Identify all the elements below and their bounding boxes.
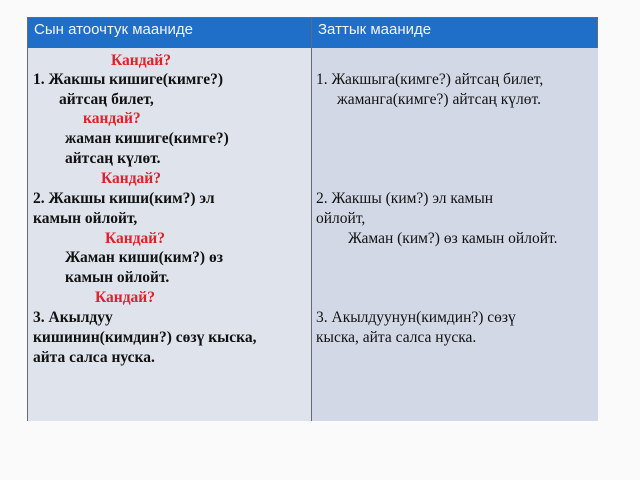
left-text-line: камын ойлойт. — [65, 269, 170, 286]
right-column-cell — [312, 48, 598, 421]
left-text-line: 3. Акылдуу — [33, 309, 113, 326]
right-text-line: 1. Жакшыга(кимге?) айтсаң билет, — [316, 71, 544, 88]
left-text-line: айтсаң билет, — [59, 91, 154, 108]
left-text-line: камын ойлойт, — [33, 210, 138, 227]
right-text-line: кыска, айта салса нуска. — [316, 329, 477, 346]
left-text-line: айтсаң күлөт. — [65, 150, 161, 167]
question-label: Кандай? — [101, 170, 161, 187]
question-label: Кандай? — [95, 289, 155, 306]
right-text-line: ойлойт, — [316, 210, 366, 227]
header-nominal-meaning: Заттык мааниде — [318, 21, 432, 38]
comparison-table — [27, 17, 598, 421]
question-label: Кандай? — [105, 230, 165, 247]
right-text-line: жаманга(кимге?) айтсаң күлөт. — [337, 91, 541, 108]
left-text-line: айта салса нуска. — [33, 349, 155, 366]
left-text-line: 2. Жакшы киши(ким?) эл — [33, 190, 215, 207]
left-text-line: Жаман киши(ким?) өз — [65, 249, 223, 266]
column-divider — [311, 18, 312, 420]
left-text-line: 1. Жакшы кишиге(кимге?) — [33, 71, 223, 88]
left-column-cell — [28, 48, 311, 421]
question-label: Кандай? — [111, 52, 171, 69]
left-text-line: кишинин(кимдин?) сөзү кыска, — [33, 329, 257, 346]
header-adjectival-meaning: Сын атоочтук мааниде — [34, 21, 193, 38]
right-text-line: Жаман (ким?) өз камын ойлойт. — [348, 230, 558, 247]
right-text-line: 3. Акылдуунун(кимдин?) сөзү — [316, 309, 516, 326]
question-label: кандай? — [83, 110, 141, 127]
table-header-row — [28, 18, 597, 48]
right-text-line: 2. Жакшы (ким?) эл камын — [316, 190, 494, 207]
left-text-line: жаман кишиге(кимге?) — [65, 130, 229, 147]
